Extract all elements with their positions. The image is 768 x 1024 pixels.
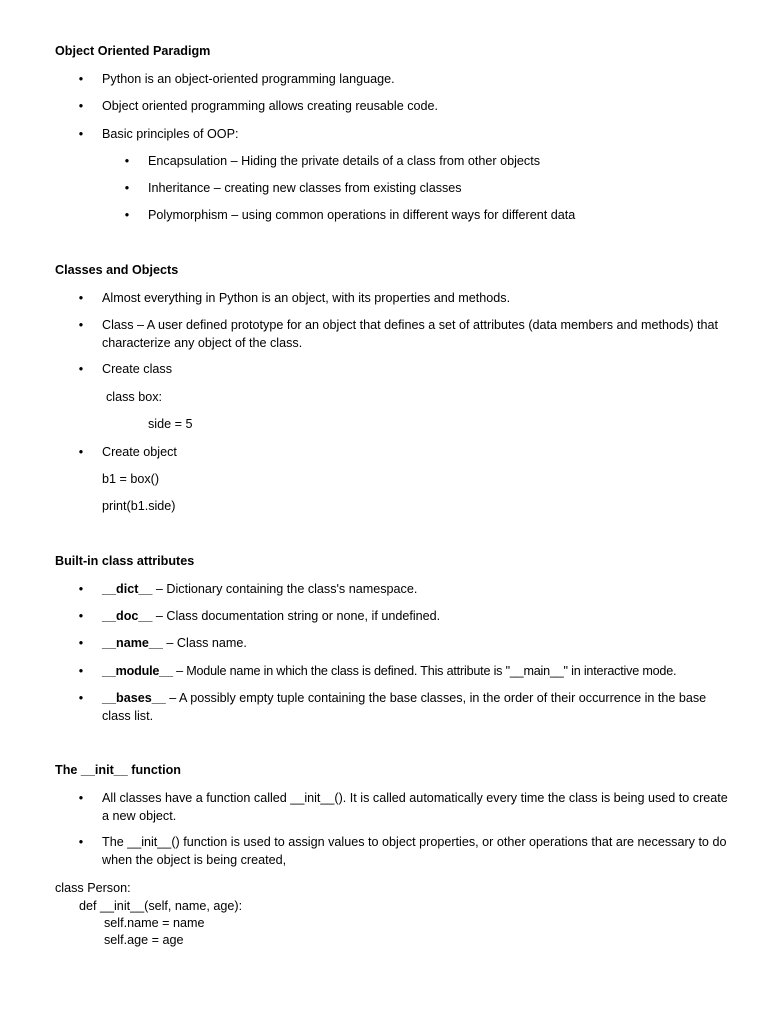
bullet: • [78,362,84,376]
list-item: Basic principles of OOP: [102,127,239,141]
code-line: class box: [106,390,162,404]
code-line: self.age = age [104,933,184,947]
list-item: Create object [102,445,177,459]
bullet: • [124,181,130,195]
attribute-item [102,580,732,598]
code-line: side = 5 [148,417,193,431]
attribute-name: __dict__ [102,582,153,596]
bullet: • [78,445,84,459]
attribute-name: __module__ [102,664,173,678]
bullet: • [78,691,84,705]
bullet: • [124,154,130,168]
attribute-name: __bases__ [102,691,166,705]
attribute-name: __name__ [102,636,163,650]
list-item: Class – A user defined prototype for an object that defines a set of attributes (data members and methods) that characterize any object of the class. [102,318,719,350]
bullet: • [78,609,84,623]
attribute-item [102,607,732,625]
bullet: • [78,835,84,849]
attribute-item [102,689,732,725]
heading-classes-and-objects: Classes and Objects [55,263,179,277]
attribute-desc: – Class documentation string or none, if undefined. [152,609,441,623]
code-line: self.name = name [104,916,205,930]
bullet: • [78,664,84,678]
bullet: • [124,208,130,222]
list-item: Python is an object-oriented programming language. [102,72,395,86]
list-item: Create class [102,362,172,376]
list-item: Almost everything in Python is an object, with its properties and methods. [102,291,511,305]
attribute-desc: – Dictionary containing the class's namespace. [152,582,418,596]
heading-init-function: The __init__ function [55,763,181,777]
attribute-item [102,634,732,652]
attribute-desc: – Class name. [162,636,247,650]
attribute-name: __doc__ [102,609,153,623]
code-line: print(b1.side) [102,499,176,513]
attribute-desc: – Module name in which the class is defined. This attribute is "__main__" in interactive mode. [172,664,677,678]
heading-built-in-class-attributes: Built-in class attributes [55,554,195,568]
list-item: The __init__() function is used to assign values to object properties, or other operations that are necessary to do when the object is being created, [102,835,727,867]
attribute-item [102,662,732,680]
attribute-desc: – A possibly empty tuple containing the base classes, in the order of their occurrence in the base class list. [102,691,707,723]
sub-list-item: Encapsulation – Hiding the private details of a class from other objects [148,154,541,168]
heading-object-oriented-paradigm: Object Oriented Paradigm [55,44,211,58]
bullet: • [78,318,84,332]
bullet: • [78,582,84,596]
sub-list-item: Inheritance – creating new classes from existing classes [148,181,462,195]
bullet: • [78,291,84,305]
bullet: • [78,127,84,141]
bullet: • [78,636,84,650]
code-line: b1 = box() [102,472,160,486]
bullet: • [78,99,84,113]
list-item: Object oriented programming allows creating reusable code. [102,99,439,113]
code-line: def __init__(self, name, age): [79,899,243,913]
sub-list-item: Polymorphism – using common operations in different ways for different data [148,208,576,222]
code-line: class Person: [55,881,131,895]
bullet: • [78,791,84,805]
bullet: • [78,72,84,86]
list-item: All classes have a function called __init__(). It is called automatically every time the class is being used to create a new object. [102,791,728,823]
